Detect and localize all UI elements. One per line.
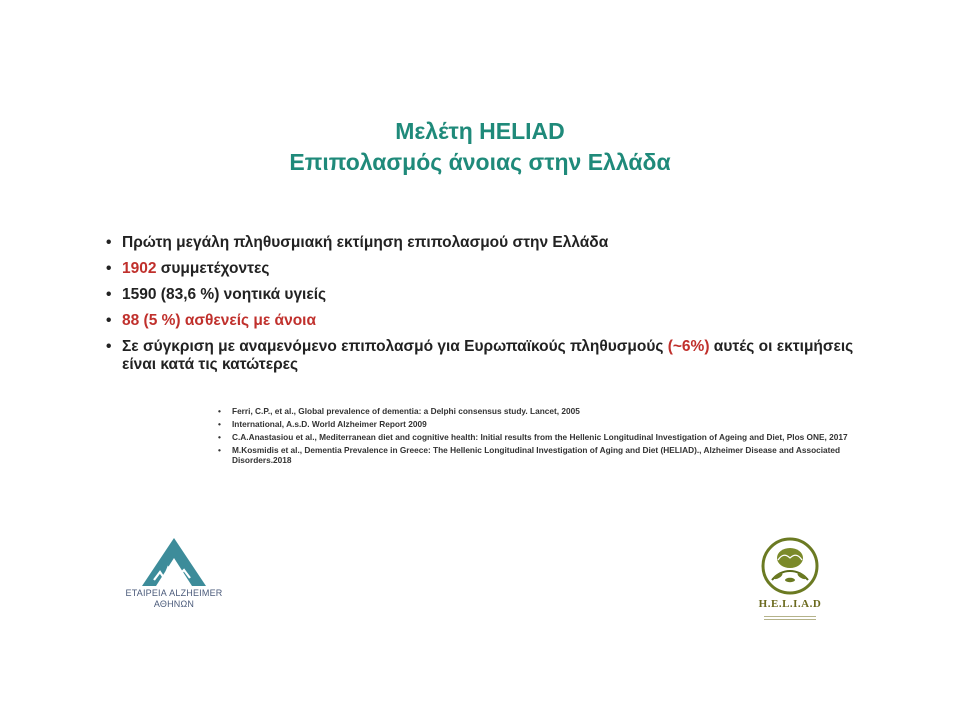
title-line-1: Μελέτη HELIAD <box>395 118 565 144</box>
bullet-text: 88 (5 %) ασθενείς με άνοια <box>122 312 316 329</box>
findings-list <box>106 234 866 382</box>
bullet-text: Πρώτη μεγάλη πληθυσμιακή εκτίμηση επιπολασμού στην Ελλάδα <box>122 234 609 251</box>
reference-item: • Ferri, C.P., et al., Global prevalence of dementia: a Delphi consensus study. Lancet, 2005 <box>218 406 878 416</box>
references-list <box>218 406 878 468</box>
reference-item: • C.A.Anastasiou et al., Mediterranean diet and cognitive health: Initial results from the Hellenic Longitudinal Investigation of Ageing and Diet, Plos ONE, 2017 <box>218 432 878 442</box>
alzheimer-line-2: ΑΘΗΝΩΝ <box>153 599 195 609</box>
title-line-2: Επιπολασμός άνοιας στην Ελλάδα <box>289 149 671 175</box>
heliad-olive-icon <box>756 536 824 596</box>
participants-count: 1902 <box>122 260 157 277</box>
comparison-highlight: (~6%) <box>667 338 710 355</box>
bullet-text: 1590 (83,6 %) νοητικά υγιείς <box>122 286 327 303</box>
bullet-first-estimate <box>106 234 866 252</box>
alzheimer-society-logo <box>118 536 230 636</box>
bullet-dementia <box>106 312 866 330</box>
participants-label: συμμετέχοντες <box>156 260 270 277</box>
alzheimer-logo-text <box>118 588 230 610</box>
heliad-logo <box>750 536 830 636</box>
slide-title <box>0 116 960 178</box>
bullet-participants <box>106 260 866 278</box>
comparison-post: αυτές οι εκτιμήσεις είναι κατά τις κατώτερες <box>122 338 854 373</box>
heliad-subtitle-lines <box>764 616 816 624</box>
bullet-comparison <box>106 338 866 374</box>
bullet-healthy <box>106 286 866 304</box>
reference-item: • M.Kosmidis et al., Dementia Prevalence in Greece: The Hellenic Longitudinal Investigation of Aging and Diet (HELIAD)., Alzheimer Disease and Associated Disorders.2018 <box>218 445 878 465</box>
comparison-pre: Σε σύγκριση με αναμενόμενο επιπολασμό για Ευρωπαϊκούς πληθυσμούς <box>122 338 668 355</box>
alzheimer-line-1: ΕΤΑΙΡΕΙΑ ALZHEIMER <box>125 588 223 598</box>
alzheimer-triangle-icon <box>140 536 208 588</box>
reference-item: • International, A.s.D. World Alzheimer Report 2009 <box>218 419 878 429</box>
heliad-logo-text: H.E.L.I.A.D <box>758 598 822 610</box>
